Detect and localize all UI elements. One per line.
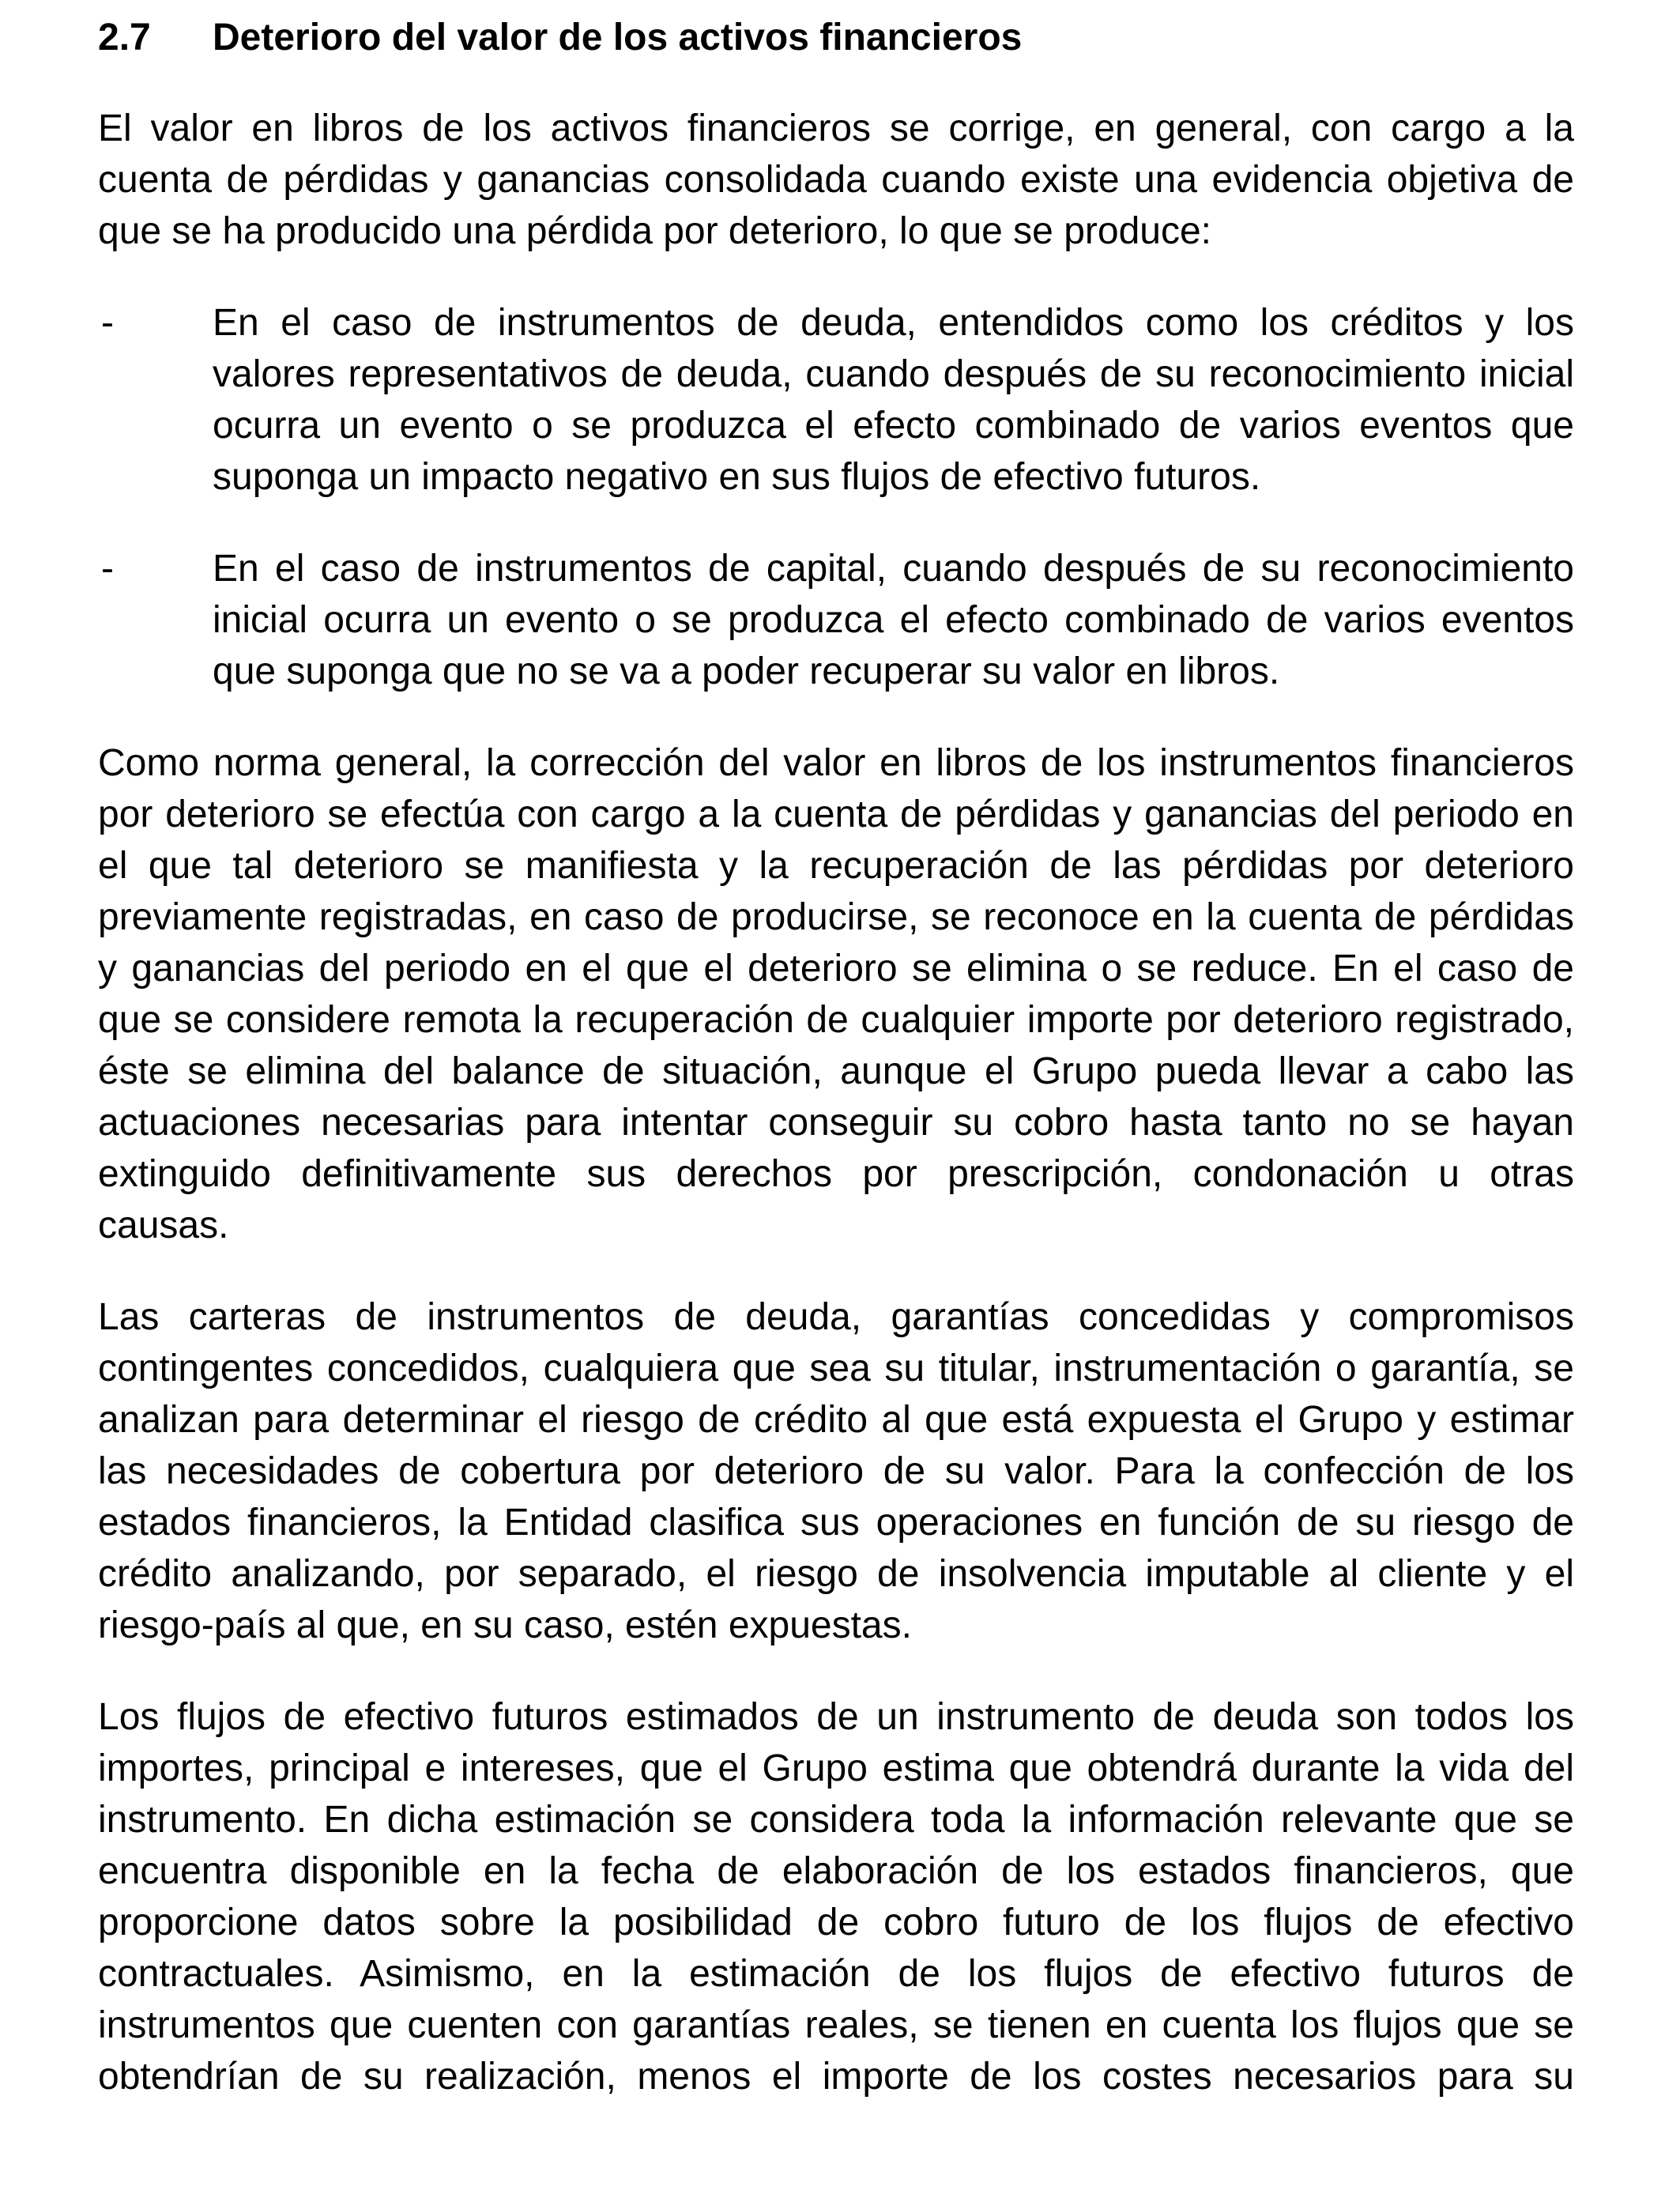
- text-line: instrumentos que cuenten con garantías reales, se tienen en cuenta los flujos que se: [98, 2004, 1574, 2046]
- text-line: actuaciones necesarias para intentar conseguir su cobro hasta tanto no se hayan: [98, 1102, 1574, 1144]
- text-line: por deterioro se efectúa con cargo a la cuenta de pérdidas y ganancias del periodo en: [98, 794, 1574, 835]
- text-line: cuenta de pérdidas y ganancias consolidada cuando existe una evidencia objetiva de: [98, 159, 1574, 201]
- text-line: analizan para determinar el riesgo de crédito al que está expuesta el Grupo y estimar: [98, 1399, 1574, 1441]
- text-line: obtendrían de su realización, menos el importe de los costes necesarios para su: [98, 2056, 1574, 2098]
- text-line: Los flujos de efectivo futuros estimados de un instrumento de deuda son todos los: [98, 1696, 1574, 1738]
- text-line: que se ha producido una pérdida por deterioro, lo que se produce:: [98, 210, 1211, 252]
- bullet-item: [98, 543, 1574, 697]
- text-line: contingentes concedidos, cualquiera que sea su titular, instrumentación o garantía, se: [98, 1348, 1574, 1389]
- bullet-item: [98, 297, 1574, 503]
- text-line: Como norma general, la corrección del valor en libros de los instrumentos financieros: [98, 742, 1574, 784]
- text-line: contractuales. Asimismo, en la estimación de los flujos de efectivo futuros de: [98, 1953, 1574, 1995]
- bullet-marker: -: [101, 302, 114, 344]
- text-line: éste se elimina del balance de situación, aunque el Grupo pueda llevar a cabo las: [98, 1050, 1574, 1092]
- text-line: el que tal deterioro se manifiesta y la recuperación de las pérdidas por deterioro: [98, 845, 1574, 887]
- text-line: El valor en libros de los activos financieros se corrige, en general, con cargo a la: [98, 107, 1574, 149]
- text-line: importes, principal e intereses, que el Grupo estima que obtendrá durante la vida del: [98, 1747, 1574, 1789]
- text-line: valores representativos de deuda, cuando después de su reconocimiento inicial: [213, 353, 1574, 395]
- paragraph: [98, 737, 1574, 1251]
- bullet-text: [213, 297, 1574, 503]
- text-line: causas.: [98, 1204, 229, 1246]
- section-heading: [98, 12, 1574, 63]
- text-line: En el caso de instrumentos de deuda, entendidos como los créditos y los: [213, 302, 1574, 344]
- text-line: proporcione datos sobre la posibilidad de cobro futuro de los flujos de efectivo: [98, 1902, 1574, 1943]
- text-line: y ganancias del periodo en el que el deterioro se elimina o se reduce. En el caso de: [98, 948, 1574, 990]
- text-line: que suponga que no se va a poder recuperar su valor en libros.: [213, 650, 1280, 692]
- text-line: extinguido definitivamente sus derechos por prescripción, condonación u otras: [98, 1153, 1574, 1195]
- section-title: Deterioro del valor de los activos financieros: [213, 17, 1023, 58]
- text-line: crédito analizando, por separado, el riesgo de insolvencia imputable al cliente y el: [98, 1553, 1574, 1595]
- page-content: [98, 12, 1574, 2143]
- text-line: las necesidades de cobertura por deterioro de su valor. Para la confección de los: [98, 1450, 1574, 1492]
- paragraph: [98, 1291, 1574, 1651]
- text-line: instrumento. En dicha estimación se considera toda la información relevante que se: [98, 1799, 1574, 1841]
- bullet-marker: -: [101, 548, 114, 590]
- section-number: 2.7: [98, 17, 151, 58]
- bullet-text: [213, 543, 1574, 697]
- text-line: ocurra un evento o se produzca el efecto combinado de varios eventos que: [213, 405, 1574, 447]
- text-line: inicial ocurra un evento o se produzca el efecto combinado de varios eventos: [213, 599, 1574, 641]
- text-line: estados financieros, la Entidad clasifica sus operaciones en función de su riesgo de: [98, 1502, 1574, 1544]
- text-line: En el caso de instrumentos de capital, cuando después de su reconocimiento: [213, 548, 1574, 590]
- intro-paragraph: [98, 103, 1574, 257]
- text-line: Las carteras de instrumentos de deuda, garantías concedidas y compromisos: [98, 1296, 1574, 1338]
- text-line: que se considere remota la recuperación de cualquier importe por deterioro registrado,: [98, 999, 1574, 1041]
- text-line: encuentra disponible en la fecha de elaboración de los estados financieros, que: [98, 1850, 1574, 1892]
- paragraph: [98, 1691, 1574, 2102]
- text-line: previamente registradas, en caso de producirse, se reconoce en la cuenta de pérdidas: [98, 896, 1574, 938]
- text-line: riesgo-país al que, en su caso, estén expuestas.: [98, 1604, 912, 1646]
- text-line: suponga un impacto negativo en sus flujos de efectivo futuros.: [213, 456, 1261, 498]
